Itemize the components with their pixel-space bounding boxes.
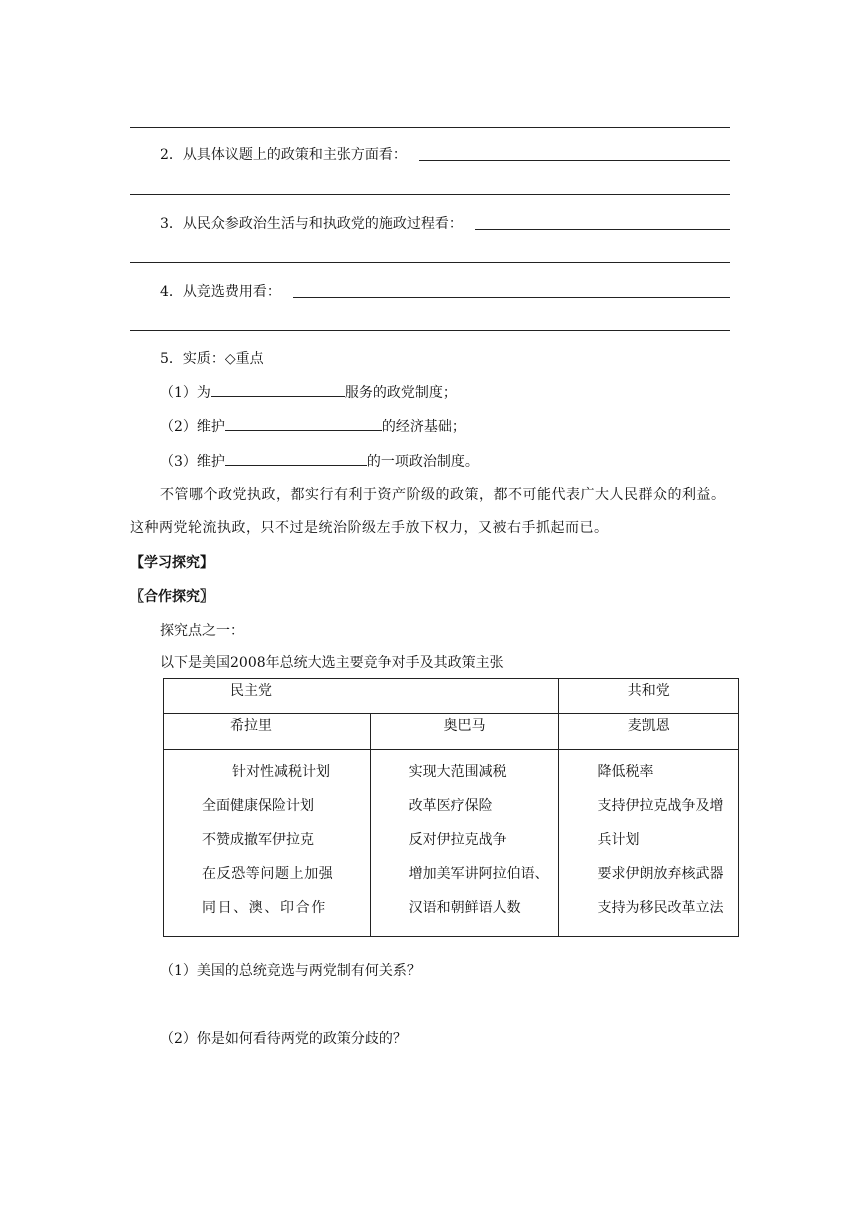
item-2 [130, 144, 730, 164]
policy-item: 改革医疗保险 [408, 798, 493, 814]
policy-table [163, 678, 739, 937]
party-democrat [164, 679, 559, 714]
answer-line-4 [130, 330, 730, 331]
policy-item: 增加美军讲阿拉伯语、 [408, 866, 549, 882]
item-4-label: 4．从竞选费用看： [160, 284, 281, 300]
party-republican-label: 共和党 [627, 683, 670, 699]
answer-line-3 [130, 262, 730, 263]
policy-item: 不赞成撤军伊拉克 [202, 832, 314, 848]
policy-mccain [559, 750, 739, 937]
candidate-clinton [164, 714, 371, 750]
policy-item: 实现大范围减税 [408, 764, 507, 780]
policy-item: 反对伊拉克战争 [408, 832, 507, 848]
candidate-mccain [559, 714, 739, 750]
sub-item-3-prefix: （3）维护 [160, 454, 225, 470]
sub-item-3 [160, 451, 479, 471]
heading-study: 【学习探究】 [130, 555, 214, 571]
table-intro: 以下是美国2008年总统大选主要竞争对手及其政策主张 [160, 655, 504, 671]
item-4 [130, 281, 730, 301]
sub-item-2 [160, 416, 466, 436]
sub-item-1-prefix: （1）为 [160, 385, 211, 401]
answer-line-1 [130, 127, 730, 128]
policy-item: 针对性减税计划 [232, 764, 330, 780]
sub-item-1 [160, 382, 457, 402]
candidate-obama [370, 714, 559, 750]
item-3-blank[interactable] [475, 228, 730, 230]
answer-line-2 [130, 194, 730, 195]
item-5: 5．实质：◇重点 [160, 351, 264, 367]
candidate-obama-label: 奥巴马 [443, 718, 486, 734]
summary-paragraph: 不管哪个政党执政，都实行有利于资产阶级的政策，都不可能代表广大人民群众的利益。这种两党轮流执政，只不过是统治阶级左手放下权力，又被右手抓起而已。 [130, 487, 726, 536]
sub-item-1-blank[interactable] [211, 382, 345, 397]
sub-item-2-suffix: 的经济基础； [381, 419, 466, 435]
policy-item: 全面健康保险计划 [202, 798, 314, 814]
policy-item: 兵计划 [597, 832, 640, 848]
sub-item-3-blank[interactable] [225, 451, 367, 466]
policy-obama [370, 750, 559, 937]
item-2-label: 2．从具体议题上的政策和主张方面看： [160, 147, 407, 163]
sub-item-1-suffix: 服务的政党制度； [344, 385, 457, 401]
party-republican [559, 679, 739, 714]
heading-coop: 〖合作探究〗 [130, 589, 214, 605]
policy-item: 在反恐等问题上加强 [202, 866, 334, 882]
sub-item-3-suffix: 的一项政治制度。 [366, 454, 479, 470]
explore-point: 探究点之一： [160, 623, 244, 639]
policy-item: 降低税率 [597, 764, 654, 780]
item-3-label: 3．从民众参政治生活与和执政党的施政过程看： [160, 216, 463, 232]
policy-item: 支持伊拉克战争及增 [597, 798, 724, 814]
policy-item: 汉语和朝鲜语人数 [408, 900, 521, 916]
sub-item-2-prefix: （2）维护 [160, 419, 225, 435]
policy-item: 同日、澳、印合作 [202, 900, 327, 916]
party-democrat-label: 民主党 [230, 683, 272, 699]
candidate-clinton-label: 希拉里 [230, 718, 272, 734]
item-2-blank[interactable] [419, 159, 730, 161]
candidate-mccain-label: 麦凯恩 [627, 718, 670, 734]
item-3 [130, 213, 730, 233]
sub-item-2-blank[interactable] [225, 416, 382, 431]
item-4-blank[interactable] [293, 296, 730, 298]
question-1: （1）美国的总统竞选与两党制有何关系？ [160, 963, 421, 979]
policy-item: 支持为移民改革立法 [597, 900, 724, 916]
policy-item: 要求伊朗放弃核武器 [597, 866, 724, 882]
question-2: （2）你是如何看待两党的政策分歧的？ [160, 1031, 407, 1047]
policy-clinton [164, 750, 371, 937]
